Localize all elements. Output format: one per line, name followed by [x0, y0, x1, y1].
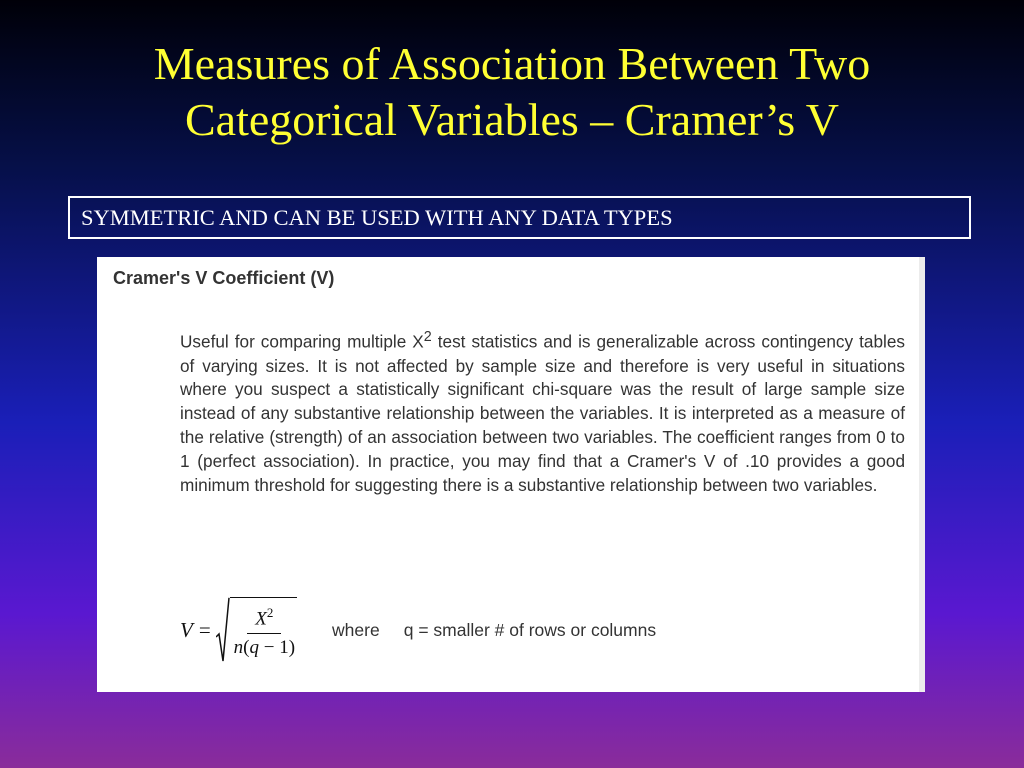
chi-square-superscript: 2 [423, 329, 432, 345]
denominator-n: n [233, 637, 244, 659]
symmetric-banner: SYMMETRIC AND CAN BE USED WITH ANY DATA TYPES [68, 196, 971, 239]
where-label: where [332, 619, 380, 640]
numerator-base: X [255, 608, 267, 630]
formula-equals: = [198, 617, 211, 642]
description-paragraph [180, 326, 905, 497]
q-definition: q = smaller # of rows or columns [403, 619, 657, 640]
cramers-v-formula [180, 595, 656, 665]
card-heading: Cramer's V Coefficient (V) [113, 268, 335, 288]
para-text-start: Useful for comparing multiple X [180, 331, 424, 352]
numerator-exponent: 2 [266, 605, 274, 620]
slide-title [0, 36, 1024, 148]
radicand [230, 597, 297, 663]
denominator-open-paren: ( [243, 637, 250, 659]
formula-denominator [234, 634, 295, 660]
cramers-v-card [97, 257, 925, 692]
square-root [216, 597, 297, 663]
slide-title-line-1: Measures of Association Between Two [153, 38, 871, 89]
card-scrollbar [919, 257, 925, 692]
formula-numerator [247, 601, 281, 634]
denominator-rest: − 1) [259, 637, 296, 659]
formula-lhs: V [180, 617, 193, 642]
para-text-rest: test statistics and is generalizable across contingency tables of varying sizes. It is not affected by sample size and therefore is very useful in situations where you suspect a statistically significant chi-square was the result of large sample size instead of any substantive relationship between the variables. It is interpreted as a measure of the relative (strength) of an association between two variables. The coefficient ranges from 0 to 1 (perfect association). In practice, you may find that a Cramer's V of .10 provides a good minimum threshold for suggesting there is a substantive relationship between two variables. [180, 331, 905, 495]
radical-sign-icon [216, 597, 230, 663]
denominator-q: q [249, 637, 259, 659]
slide-title-line-2: Categorical Variables – Cramer’s V [184, 94, 840, 145]
